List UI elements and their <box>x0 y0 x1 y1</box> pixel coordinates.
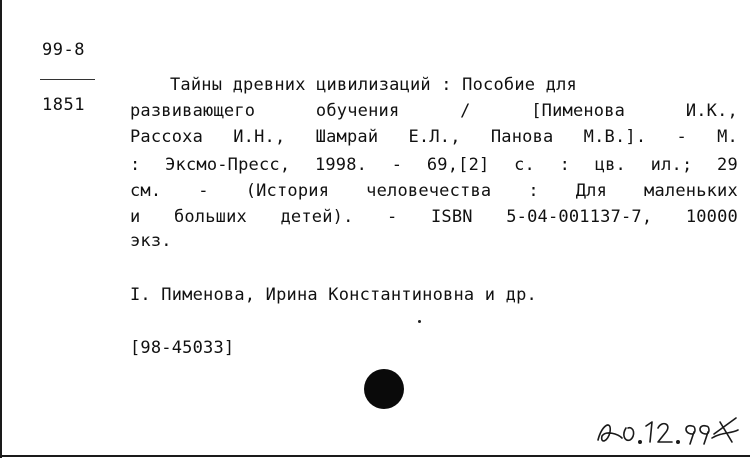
description-word: 10000 <box>685 207 738 227</box>
description-word: Эксмо-Пресс, <box>165 155 291 175</box>
description-word: И.Н., <box>233 127 286 147</box>
description-word: : <box>559 155 571 175</box>
description-line-1: Тайны древних цивилизаций : Пособие для <box>170 75 577 95</box>
description-word: И.К., <box>685 101 738 121</box>
description-word: - <box>676 127 687 147</box>
description-word: 1998. <box>314 155 368 175</box>
description-line-5 <box>130 181 738 201</box>
description-word: развивающего <box>130 101 256 121</box>
card-left-edge <box>0 0 2 458</box>
description-line-3 <box>130 127 738 147</box>
card-bottom-edge <box>0 455 750 457</box>
shelf-mark-divider <box>40 79 95 80</box>
shelf-mark: 99-8 <box>42 40 85 60</box>
description-line-6 <box>130 207 738 227</box>
description-word: маленьких <box>644 181 738 201</box>
description-word: Для <box>575 181 608 201</box>
description-word: обучения <box>315 101 400 121</box>
description-word: ил.; <box>650 155 693 175</box>
description-word: Рассоха <box>130 127 204 147</box>
rod-hole <box>364 369 404 409</box>
description-word: Шамрай <box>315 127 379 147</box>
description-word: - <box>387 207 398 227</box>
description-word: см. <box>130 181 162 201</box>
description-word: / <box>460 101 471 121</box>
description-line-4 <box>130 155 738 175</box>
description-line-7: экз. <box>130 231 172 251</box>
description-word: - <box>391 155 403 175</box>
description-word: : <box>528 181 539 201</box>
description-word: больших <box>173 207 247 227</box>
call-number: 1851 <box>42 95 85 115</box>
description-word: : <box>130 155 141 175</box>
description-word: и <box>130 207 141 227</box>
record-number: [98-45033] <box>130 338 235 358</box>
description-word: 69,[2] <box>426 155 490 175</box>
description-word: М.В.]. <box>583 127 647 147</box>
description-line-2 <box>130 101 738 121</box>
description-word: 5-04-001137-7, <box>506 207 653 227</box>
ink-speck <box>418 320 421 323</box>
description-word: ISBN <box>430 207 473 227</box>
description-word: М. <box>717 127 738 147</box>
description-word: [Пименова <box>531 101 626 121</box>
tracing-entry: I. Пименова, Ирина Константиновна и др. <box>130 285 537 305</box>
description-word: с. <box>514 155 535 175</box>
description-word: - <box>198 181 209 201</box>
description-word: 29 <box>717 155 738 175</box>
handwritten-date-note <box>592 412 742 450</box>
description-word: человечества <box>366 181 492 201</box>
description-word: детей). <box>280 207 354 227</box>
description-word: Панова <box>490 127 554 147</box>
description-word: цв. <box>594 155 626 175</box>
description-word: (История <box>245 181 330 201</box>
description-word: Е.Л., <box>408 127 461 147</box>
